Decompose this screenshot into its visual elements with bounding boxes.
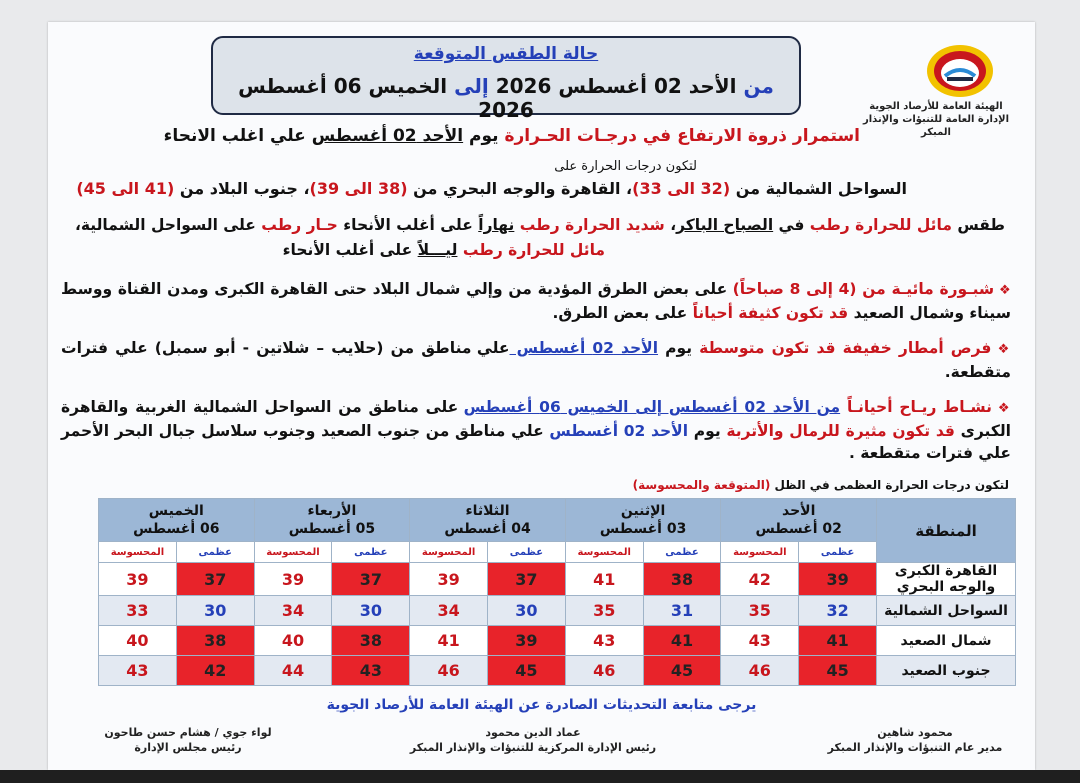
feels-temp-cell: 39: [410, 563, 488, 596]
feels-temp-cell: 35: [565, 596, 643, 626]
max-temp-cell: 30: [488, 596, 566, 626]
weather-line-2: [283, 241, 605, 259]
feels-temp-cell: 44: [254, 656, 332, 686]
range-from-word: من: [743, 74, 774, 98]
weather-text: على أغلب الأنحاء: [337, 216, 479, 234]
day-header: الأحد 02 أغسطس: [721, 499, 877, 542]
day-header: الثلاثاء 04 أغسطس: [410, 499, 566, 542]
signature-name: عماد الدين محمود: [485, 726, 581, 739]
max-temp-cell: 32: [799, 596, 877, 626]
max-temp-cell: 37: [176, 563, 254, 596]
org-line-2: الإدارة العامة للتنبؤات والإنذار المبكر: [862, 114, 1009, 138]
bullet-wind: [61, 396, 1011, 464]
feels-label: المحسوسة: [410, 542, 488, 563]
bullet-red: نشـاط ريـاح أحيانـاً: [846, 398, 992, 416]
signature-3: [88, 725, 288, 755]
weather-underlined: نهاراً: [478, 216, 515, 234]
feels-temp-cell: 43: [99, 656, 177, 686]
bullet-text: علي مناطق من جنوب الصعيد وجنوب سلاسل جبال البحر الأحمر علي فترات متقطعة .: [61, 422, 1011, 462]
signature-name: محمود شاهين: [877, 726, 953, 739]
range-start: الأحد 02 أغسطس 2026: [495, 74, 737, 98]
caption-text: لتكون درجات الحرارة العظمى في الظل: [770, 478, 1009, 492]
feels-label: المحسوسة: [99, 542, 177, 563]
max-temp-cell: 38: [332, 626, 410, 656]
feels-temp-cell: 43: [721, 626, 799, 656]
page-title: حالة الطقس المتوقعة: [413, 44, 599, 64]
feels-label: المحسوسة: [254, 542, 332, 563]
weather-red: مائل للحرارة رطب: [809, 216, 952, 234]
feels-temp-cell: 46: [410, 656, 488, 686]
temperature-table: [98, 498, 1016, 686]
weather-text: ،: [664, 216, 677, 234]
headline-text-end: علي اغلب الانحاء: [163, 126, 312, 146]
bullet-red: قد تكون كثيفة أحياناً: [692, 304, 849, 322]
bullet-date: من الأحد 02 أغسطس إلى الخميس 06 أغسطس: [463, 398, 841, 416]
signature-name: لواء جوي / هشام حسن طاحون: [104, 726, 272, 739]
feels-temp-cell: 33: [99, 596, 177, 626]
weather-text: طقس: [951, 216, 1005, 234]
bullet-red: قد تكون مثيرة للرمال والأتربة: [726, 422, 955, 440]
feels-temp-cell: 41: [565, 563, 643, 596]
headline-text: يوم: [463, 126, 505, 146]
max-temp-cell: 41: [643, 626, 721, 656]
feels-temp-cell: 40: [99, 626, 177, 656]
feels-temp-cell: 34: [254, 596, 332, 626]
organization-name: [861, 100, 1011, 139]
weather-underlined: الصباح الباكر: [676, 216, 774, 234]
range-text-3: ، جنوب البلاد من: [174, 179, 310, 198]
max-temp-cell: 31: [643, 596, 721, 626]
weather-red: شديد الحرارة رطب: [519, 216, 665, 234]
feels-temp-cell: 42: [721, 563, 799, 596]
bullet-diamond-icon: ❖: [991, 401, 1011, 416]
max-temp-cell: 38: [643, 563, 721, 596]
bullet-text: على مناطق من السواحل الشمالية الغربية والقاهرة الكبرى: [61, 398, 1011, 440]
forecast-page: [48, 22, 1035, 770]
feels-temp-cell: 46: [565, 656, 643, 686]
signature-title: رئيس الإدارة المركزية للتنبؤات والإنذار المبكر: [409, 741, 657, 754]
footer-note: يرجى متابعة التحديثات الصادرة عن الهيئة العامة للأرصاد الجوية: [326, 697, 757, 713]
bullet-text: علي مناطق من (حلايب – شلاتين - أبو سمبل) علي فترات متقطعة.: [61, 339, 1011, 381]
temps-intro: لتكون درجات الحرارة على: [554, 159, 697, 174]
max-temp-cell: 43: [332, 656, 410, 686]
day-header: الأربعاء 05 أغسطس: [254, 499, 410, 542]
max-temp-cell: 39: [488, 626, 566, 656]
bullet-text: على بعض الطرق المؤدية من وإلي شمال البلاد حتى القاهرة الكبرى ومدن القناة ووسط سيناء وشمال الصعيد: [61, 280, 1011, 322]
caption-red: (المتوقعة والمحسوسة): [632, 478, 771, 492]
range-end: الخميس 06 أغسطس 2026: [238, 74, 534, 122]
max-temp-cell: 37: [488, 563, 566, 596]
day-header: الإثنين 03 أغسطس: [565, 499, 721, 542]
table-caption: [633, 478, 1009, 492]
range-text-2: ، القاهرة والوجه البحري من: [407, 179, 633, 198]
max-temp-cell: 37: [332, 563, 410, 596]
bullet-text: يوم: [688, 422, 727, 440]
max-temp-cell: 41: [799, 626, 877, 656]
bullet-fog: [61, 278, 1011, 324]
bullet-diamond-icon: ❖: [994, 283, 1011, 298]
range-text-1: السواحل الشمالية من: [730, 179, 907, 198]
signature-2: [383, 725, 683, 755]
region-name: القاهرة الكبرى والوجه البحري: [877, 563, 1016, 596]
table-row: [99, 626, 1016, 656]
signature-title: رئيس مجلس الإدارة: [134, 741, 242, 754]
max-temp-cell: 38: [176, 626, 254, 656]
bullet-text: يوم: [658, 339, 700, 357]
date-range: [213, 74, 799, 122]
max-label: عظمى: [799, 542, 877, 563]
region-name: شمال الصعيد: [877, 626, 1016, 656]
headline-day: الأحد 02 أغسطس: [311, 126, 464, 146]
weather-text: في: [773, 216, 810, 234]
feels-temp-cell: 39: [254, 563, 332, 596]
bullet-diamond-icon: ❖: [991, 342, 1011, 357]
org-line-1: الهيئة العامة للأرصاد الجوية: [869, 101, 1003, 112]
weather-text: على أغلب الأنحاء: [282, 241, 418, 259]
weather-line-1: [75, 216, 1005, 234]
bullet-date: الأحد 02 أغسطس: [549, 422, 689, 440]
day-header: الخميس 06 أغسطس: [99, 499, 255, 542]
max-temp-cell: 39: [799, 563, 877, 596]
table-row: [99, 656, 1016, 686]
temperature-ranges: [76, 179, 907, 198]
feels-temp-cell: 43: [565, 626, 643, 656]
range-value-1: (32 الى 33): [632, 179, 731, 198]
max-temp-cell: 42: [176, 656, 254, 686]
bullet-rain: [61, 337, 1011, 383]
range-value-2: (38 الى 39): [309, 179, 408, 198]
region-header: المنطقة: [877, 499, 1016, 563]
range-value-3: (41 الى 45): [76, 179, 175, 198]
feels-temp-cell: 41: [410, 626, 488, 656]
feels-temp-cell: 46: [721, 656, 799, 686]
max-temp-cell: 30: [332, 596, 410, 626]
weather-underlined: ليـــلاً: [417, 241, 458, 259]
weather-red: حـار رطب: [261, 216, 338, 234]
feels-temp-cell: 35: [721, 596, 799, 626]
max-temp-cell: 45: [799, 656, 877, 686]
feels-label: المحسوسة: [721, 542, 799, 563]
region-name: جنوب الصعيد: [877, 656, 1016, 686]
max-temp-cell: 30: [176, 596, 254, 626]
title-box: [211, 36, 801, 122]
max-label: عظمى: [488, 542, 566, 563]
feels-temp-cell: 39: [99, 563, 177, 596]
bottom-strip: [0, 770, 1080, 783]
bullet-red: شبـورة مائيـة من (4 إلى 8 صباحاً): [732, 280, 995, 298]
headline: [164, 126, 860, 146]
table-row: [99, 563, 1016, 596]
feels-temp-cell: 34: [410, 596, 488, 626]
headline-red: استمرار ذروة الارتفاع في درجـات الحـرارة: [504, 126, 860, 146]
feels-temp-cell: 40: [254, 626, 332, 656]
table-row: [99, 596, 1016, 626]
signature-title: مدير عام التنبؤات والإنذار المبكر: [827, 741, 1003, 754]
max-label: عظمى: [332, 542, 410, 563]
bullet-text: على بعض الطرق.: [552, 304, 693, 322]
meteorology-logo-icon: [925, 42, 995, 98]
max-temp-cell: 45: [643, 656, 721, 686]
feels-label: المحسوسة: [565, 542, 643, 563]
bullet-red: فرص أمطار خفيفة قد تكون متوسطة: [699, 339, 992, 357]
weather-text: على السواحل الشمالية،: [75, 216, 262, 234]
range-to-word: إلى: [454, 74, 489, 98]
max-label: عظمى: [643, 542, 721, 563]
max-temp-cell: 45: [488, 656, 566, 686]
signature-1: [815, 725, 1015, 755]
weather-red: مائل للحرارة رطب: [462, 241, 605, 259]
region-name: السواحل الشمالية: [877, 596, 1016, 626]
max-label: عظمى: [176, 542, 254, 563]
bullet-date: الأحد 02 أغسطس: [509, 339, 659, 357]
